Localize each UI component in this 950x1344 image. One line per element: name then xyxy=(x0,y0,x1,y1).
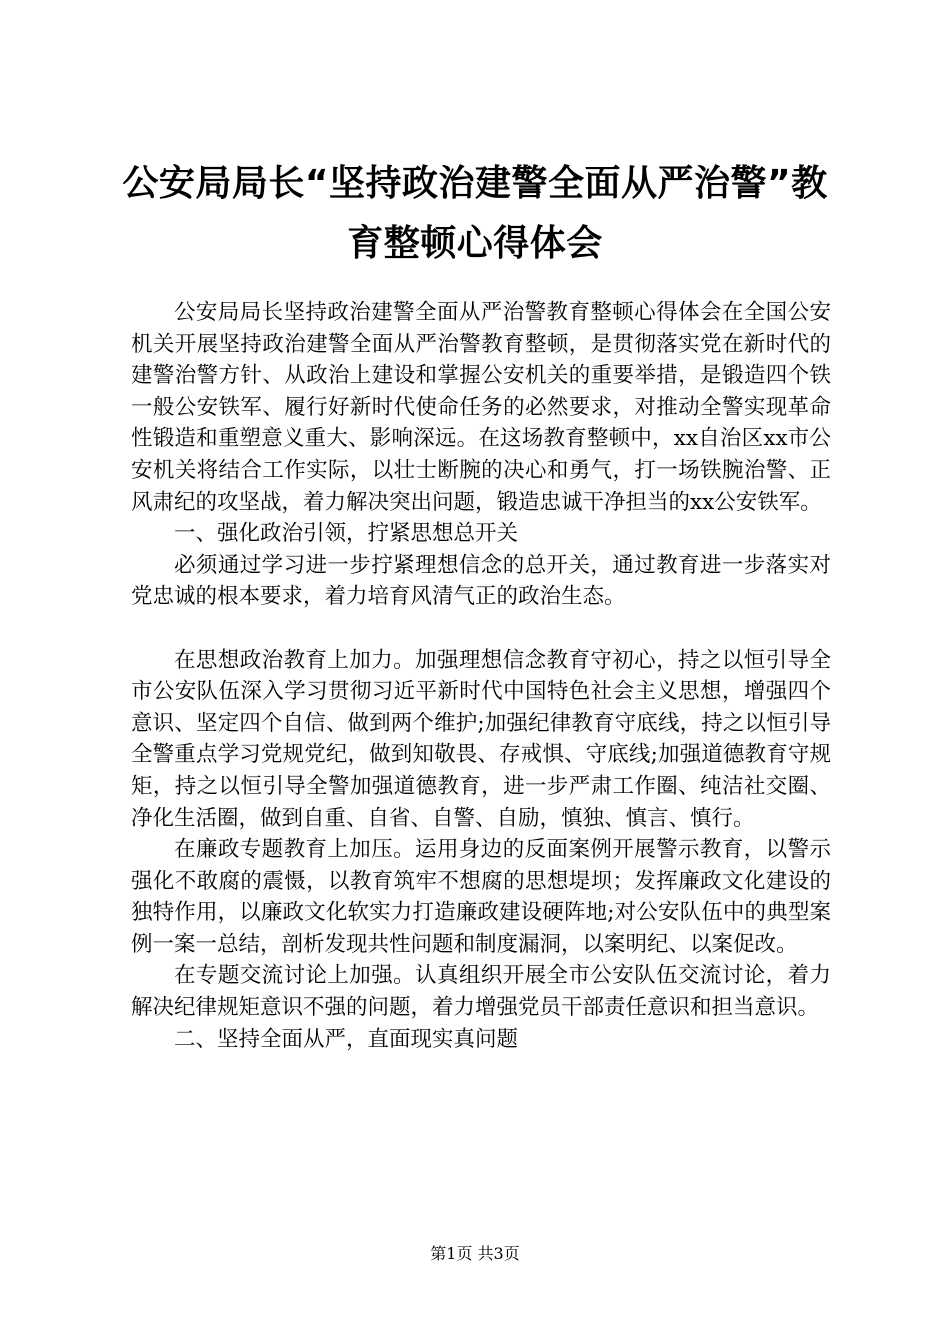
paragraph-section-1-summary: 必须通过学习进一步拧紧理想信念的总开关，通过教育进一步落实对党忠诚的根本要求，着力培育风清气正的政治生态。 xyxy=(131,552,831,610)
document-body xyxy=(131,297,831,1055)
paragraph-intro: 公安局局长坚持政治建警全面从严治警教育整顿心得体会在全国公安机关开展坚持政治建警全面从严治警教育整顿，是贯彻落实党在新时代的建警治警方针、从政治上建设和掌握公安机关的重要举措，是锻造四个铁一般公安铁军、履行好新时代使命任务的必然要求，对推动全警实现革命性锻造和重塑意义重大、影响深远。在这场教育整顿中，xx自治区xx市公安机关将结合工作实际，以壮士断腕的决心和勇气，打一场铁腕治警、正风肃纪的攻坚战，着力解决突出问题，锻造忠诚干净担当的xx公安铁军。 xyxy=(131,300,831,515)
document-title-line-2: 育整顿心得体会 xyxy=(347,223,603,264)
paragraph-political-education: 在思想政治教育上加力。加强理想信念教育守初心，持之以恒引导全市公安队伍深入学习贯彻习近平新时代中国特色社会主义思想，增强四个意识、坚定四个自信、做到两个维护;加强纪律教育守底线，持之以恒引导全警重点学习党规党纪，做到知敬畏、存戒惧、守底线;加强道德教育守规矩，持之以恒引导全警加强道德教育，进一步严肃工作圈、纯洁社交圈、净化生活圈，做到自重、自省、自警、自励，慎独、慎言、慎行。 xyxy=(131,647,831,831)
section-heading-1: 一、强化政治引领，拧紧思想总开关 xyxy=(174,521,519,547)
document-title-line-1: 公安局局长“坚持政治建警全面从严治警”教 xyxy=(122,163,828,204)
page-number-footer: 第1页 共3页 xyxy=(430,1244,520,1263)
paragraph-integrity-education: 在廉政专题教育上加压。运用身边的反面案例开展警示教育，以警示强化不敢腐的震慑，以教育筑牢不想腐的思想堤坝；发挥廉政文化建设的独特作用，以廉政文化软实力打造廉政建设硬阵地;对公安队伍中的典型案例一案一总结，剖析发现共性问题和制度漏洞，以案明纪、以案促改。 xyxy=(131,837,831,957)
paragraph-discussion: 在专题交流讨论上加强。认真组织开展全市公安队伍交流讨论，着力解决纪律规矩意识不强的问题，着力增强党员干部责任意识和担当意识。 xyxy=(131,963,831,1021)
section-heading-2: 二、坚持全面从严，直面现实真问题 xyxy=(174,1026,519,1052)
